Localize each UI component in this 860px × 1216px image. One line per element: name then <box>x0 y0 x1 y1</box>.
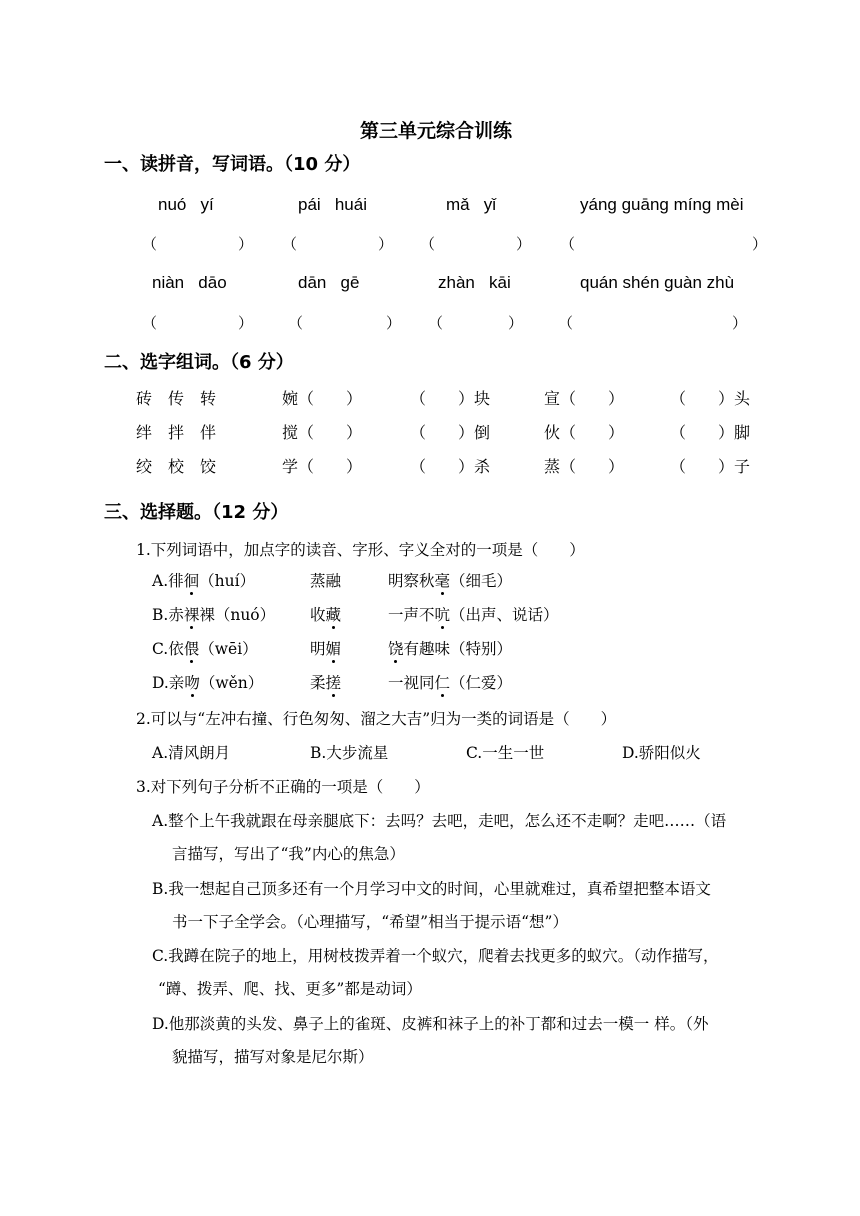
answer-box-5-open[interactable]: （ <box>142 314 158 332</box>
q1-a-dotted-char: 徊 <box>183 572 200 590</box>
q1-b-word1-pre: B.赤 <box>152 606 184 624</box>
q1-d-word1-pre: D.亲 <box>152 674 185 692</box>
word-blank-2-2[interactable]: （ ）倒 <box>410 423 491 442</box>
q1-a-word3-pre: 明察秋 <box>388 572 435 590</box>
q1-c-word2 <box>310 637 341 659</box>
q1-a-word3-dot: 毫 <box>434 572 451 590</box>
section1-heading: 一、读拼音，写词语。（10 分） <box>104 154 361 175</box>
q3-option-d-line2: 貌描写，描写对象是尼尔斯） <box>172 1048 374 1066</box>
q1-a-word3-post: （细毛） <box>450 572 513 590</box>
q3-option-c-line2: “蹲、拨弄、爬、找、更多”都是动词） <box>158 980 422 998</box>
q1-a-word2 <box>310 569 341 591</box>
answer-box-4-open[interactable]: （ <box>560 235 576 253</box>
q1-option-c[interactable] <box>152 637 258 659</box>
q2-option-a[interactable]: A.清风朗月 <box>152 744 231 762</box>
answer-box-8-close: ） <box>732 314 748 332</box>
q1-c-word1-pre: C.依 <box>152 640 184 658</box>
answer-box-3-open[interactable]: （ <box>420 235 436 253</box>
q1-b-word1-post: 裸（nuó） <box>199 606 276 624</box>
q1-c-word3-dot: 饶 <box>388 640 404 658</box>
q1-c-dotted-char: 偎 <box>183 640 200 658</box>
word-blank-2-1[interactable]: 搅（ ） <box>282 423 363 442</box>
q2-option-c[interactable]: C.一生一世 <box>466 744 545 762</box>
answer-box-6-open[interactable]: （ <box>288 314 304 332</box>
answer-box-1-close: ） <box>238 235 254 253</box>
pinyin-6: dān gē <box>298 273 360 292</box>
answer-box-4-close: ） <box>752 235 768 253</box>
q1-c-word2-dot: 媚 <box>325 640 342 658</box>
q1-d-word1-post: （wěn） <box>199 674 264 692</box>
q1-a-word1-post: （huí） <box>199 572 256 590</box>
answer-box-8-open[interactable]: （ <box>558 314 574 332</box>
q1-c-word1-post: （wēi） <box>199 640 258 658</box>
pinyin-2: pái huái <box>298 195 367 214</box>
pinyin-5: niàn dāo <box>152 273 227 292</box>
answer-box-3-close: ） <box>516 235 532 253</box>
word-blank-1-1[interactable]: 婉（ ） <box>282 389 363 408</box>
q1-d-word3-dot: 仁 <box>434 674 451 692</box>
q1-b-word3-dot: 吭 <box>434 606 451 624</box>
q3-option-c-line1[interactable]: C.我蹲在院子的地上，用树枝拨弄着一个蚁穴，爬着去找更多的蚁穴。（动作描写， <box>152 947 719 965</box>
q1-option-d[interactable] <box>152 671 263 693</box>
q1-option-b[interactable] <box>152 603 275 625</box>
answer-box-2-open[interactable]: （ <box>282 235 298 253</box>
q1-option-a[interactable] <box>152 569 255 591</box>
q1-d-word2-dot: 搓 <box>325 674 342 692</box>
q1-d-word2 <box>310 671 341 693</box>
q1-a-word2-text: 蒸融 <box>310 572 342 590</box>
answer-box-6-close: ） <box>386 314 402 332</box>
char-group-1: 砖 传 转 <box>136 389 217 408</box>
pinyin-4: yáng guāng míng mèi <box>580 195 744 214</box>
q1-d-dotted-char: 吻 <box>184 674 200 692</box>
q1-d-word3 <box>388 671 512 693</box>
q1-b-word2 <box>310 603 341 625</box>
q2-option-d[interactable]: D.骄阳似火 <box>622 744 701 762</box>
q3-option-b-line2: 书一下子全学会。（心理描写，“希望”相当于提示语“想”） <box>172 913 568 931</box>
answer-box-5-close: ） <box>238 314 254 332</box>
q1-b-word2-pre: 收 <box>310 606 326 624</box>
answer-box-7-close: ） <box>508 314 524 332</box>
q1-d-word2-pre: 柔 <box>310 674 326 692</box>
q1-b-word3-post: （出声、说话） <box>450 606 559 624</box>
word-blank-1-2[interactable]: （ ）块 <box>410 389 491 408</box>
section2-heading: 二、选字组词。（6 分） <box>104 352 294 373</box>
word-blank-3-4[interactable]: （ ）子 <box>670 457 751 476</box>
q1-c-word2-pre: 明 <box>310 640 326 658</box>
answer-box-7-open[interactable]: （ <box>428 314 444 332</box>
q1-d-word3-post: （仁爱） <box>450 674 513 692</box>
q1-b-word2-dot: 藏 <box>325 606 342 624</box>
page-title: 第三单元综合训练 <box>360 120 513 142</box>
word-blank-2-3[interactable]: 伙（ ） <box>544 423 625 442</box>
q3-stem: 3.对下列句子分析不正确的一项是（ ） <box>136 778 430 796</box>
pinyin-8: quán shén guàn zhù <box>580 273 735 292</box>
q1-c-word3 <box>388 637 512 659</box>
word-blank-1-3[interactable]: 宣（ ） <box>544 389 625 408</box>
q1-c-word3-post: 有趣味（特别） <box>403 640 513 658</box>
q3-option-a-line1[interactable]: A.整个上午我就跟在母亲腿底下：去吗？去吧，走吧，怎么还不走啊？走吧……（语 <box>152 812 727 830</box>
q1-b-dotted-char: 裸 <box>183 606 200 624</box>
q2-option-b[interactable]: B.大步流星 <box>310 744 389 762</box>
q1-d-word3-pre: 一视同 <box>388 674 435 692</box>
q1-a-word1-pre: A.徘 <box>152 572 184 590</box>
word-blank-3-1[interactable]: 学（ ） <box>282 457 363 476</box>
q2-stem: 2.可以与“左冲右撞、行色匆匆、溜之大吉”归为一类的词语是（ ） <box>136 710 617 728</box>
pinyin-1: nuó yí <box>158 195 214 214</box>
answer-box-2-close: ） <box>378 235 394 253</box>
q1-b-word3 <box>388 603 559 625</box>
q3-option-d-line1[interactable]: D.他那淡黄的头发、鼻子上的雀斑、皮裤和袜子上的补丁都和过去一模一 样。（外 <box>152 1015 709 1033</box>
q1-stem: 1.下列词语中，加点字的读音、字形、字义全对的一项是（ ） <box>136 541 585 559</box>
q1-a-word3 <box>388 569 512 591</box>
section3-heading: 三、选择题。（12 分） <box>104 502 289 523</box>
pinyin-3: mǎ yǐ <box>446 195 497 214</box>
q3-option-a-line2: 言描写，写出了“我”内心的焦急） <box>172 845 405 863</box>
word-blank-1-4[interactable]: （ ）头 <box>670 389 751 408</box>
answer-box-1-open[interactable]: （ <box>142 235 158 253</box>
word-blank-3-2[interactable]: （ ）杀 <box>410 457 491 476</box>
char-group-2: 绊 拌 伴 <box>136 423 217 442</box>
char-group-3: 绞 校 饺 <box>136 457 217 476</box>
q1-b-word3-pre: 一声不 <box>388 606 435 624</box>
word-blank-3-3[interactable]: 蒸（ ） <box>544 457 625 476</box>
word-blank-2-4[interactable]: （ ）脚 <box>670 423 751 442</box>
pinyin-7: zhàn kāi <box>438 273 511 292</box>
q3-option-b-line1[interactable]: B.我一想起自己顶多还有一个月学习中文的时间，心里就难过，真希望把整本语文 <box>152 880 711 898</box>
